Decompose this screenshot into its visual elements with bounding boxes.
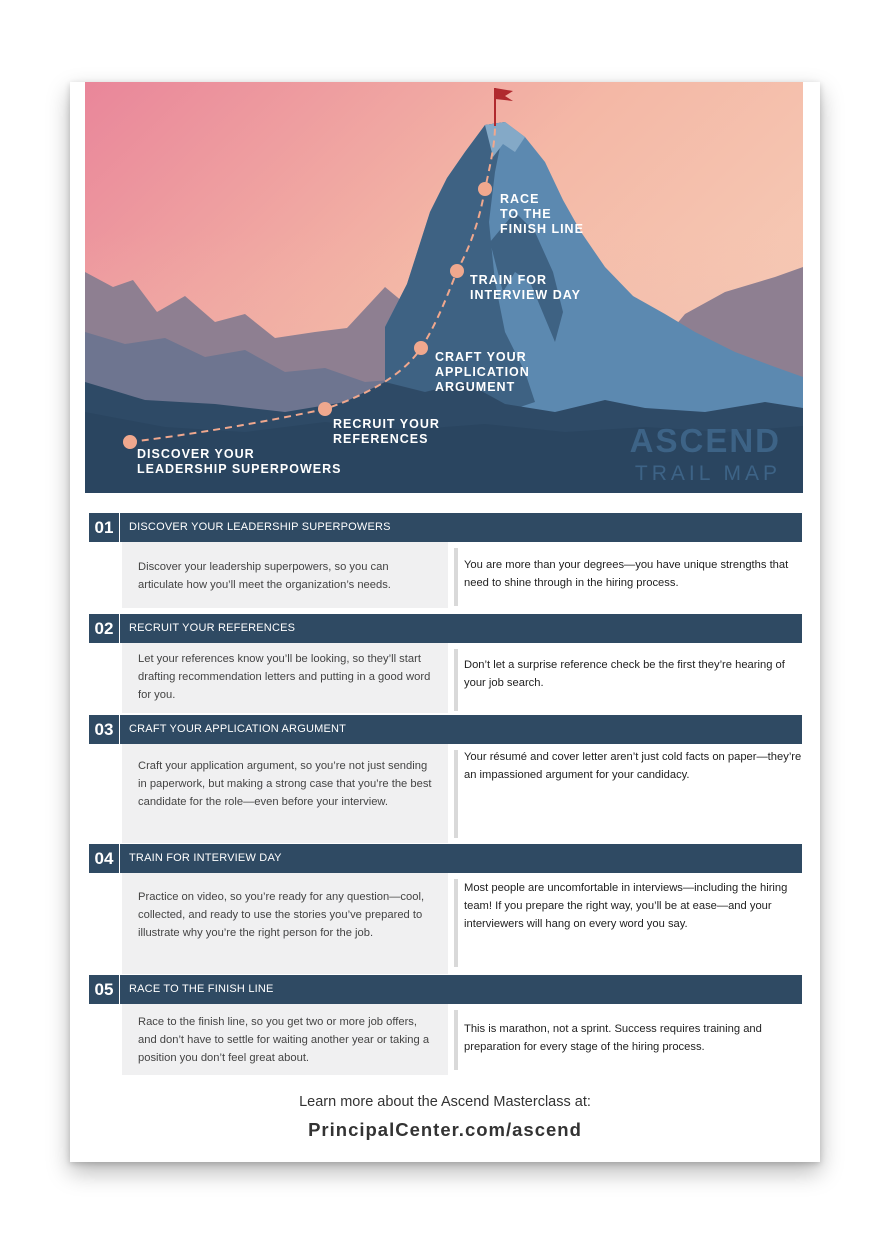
step-body-box: [122, 643, 448, 713]
step-quote: Don’t let a surprise reference check be the first they’re hearing of your job search.: [464, 659, 785, 689]
footer-text: Learn more about the Ascend Masterclass at:: [299, 1094, 591, 1110]
step-number: 04: [89, 844, 120, 873]
step-body-box: [122, 873, 448, 974]
step-quote: Your résumé and cover letter aren’t just cold facts on paper—they’re an impassioned argument for your candidacy.: [464, 751, 802, 781]
milestone-dot-1: [123, 435, 137, 449]
step-number: 02: [89, 614, 120, 643]
step-quote: This is marathon, not a sprint. Success requires training and preparation for every stage of the hiring process.: [464, 1023, 762, 1053]
step-body: Discover your leadership superpowers, so you can articulate how you’ll meet the organization’s needs.: [138, 561, 391, 591]
step-section-2: [89, 614, 802, 714]
step-header: [89, 975, 802, 1004]
step-body: Let your references know you’ll be looking, so they’ll start drafting recommendation letters and putting in a good word for you.: [138, 653, 431, 701]
milestone-1-line2: LEADERSHIP SUPERPOWERS: [137, 462, 342, 476]
divider: [454, 879, 458, 967]
milestone-2-line2: REFERENCES: [333, 432, 429, 446]
step-header: [89, 715, 802, 744]
milestone-3-line1: CRAFT YOUR: [435, 350, 527, 364]
step-number: 01: [89, 513, 120, 542]
step-body: Craft your application argument, so you’re not just sending in paperwork, but making a strong case that you’re the best candidate for the role—even before your interview.: [138, 760, 432, 808]
step-quote: You are more than your degrees—you have unique strengths that need to shine through in the hiring process.: [464, 559, 789, 589]
step-section-5: [89, 975, 802, 1075]
hero-illustration: [85, 82, 803, 493]
milestone-5-line2: TO THE: [500, 207, 552, 221]
divider: [454, 649, 458, 711]
mountain-illustration: [85, 82, 803, 493]
step-body-box: [122, 542, 448, 608]
milestone-dot-5: [478, 182, 492, 196]
divider: [454, 1010, 458, 1070]
milestone-1-line1: DISCOVER YOUR: [137, 447, 255, 461]
milestone-4-line2: INTERVIEW DAY: [470, 288, 581, 302]
divider: [454, 750, 458, 838]
milestone-4-line1: TRAIN FOR: [470, 273, 548, 287]
step-body-box: [122, 1004, 448, 1075]
step-body-box: [122, 744, 448, 843]
milestone-5-line3: FINISH LINE: [500, 222, 584, 236]
milestone-3-line3: ARGUMENT: [435, 380, 516, 394]
step-number: 03: [89, 715, 120, 744]
milestone-dot-3: [414, 341, 428, 355]
milestone-2-line1: RECRUIT YOUR: [333, 417, 440, 431]
milestone-5-line1: RACE: [500, 192, 540, 206]
step-title: RACE TO THE FINISH LINE: [129, 983, 274, 995]
step-section-4: [89, 844, 802, 974]
step-title: CRAFT YOUR APPLICATION ARGUMENT: [129, 723, 347, 735]
divider: [454, 548, 458, 606]
step-title: RECRUIT YOUR REFERENCES: [129, 622, 296, 634]
step-title: TRAIN FOR INTERVIEW DAY: [129, 852, 282, 864]
step-section-1: [89, 513, 802, 608]
step-body: Race to the finish line, so you get two or more job offers, and don’t have to settle for waiting another year or taking a position you don’t feel great about.: [138, 1016, 430, 1064]
step-number: 05: [89, 975, 120, 1004]
hero-subtitle: TRAIL MAP: [634, 462, 781, 485]
step-body: Practice on video, so you’re ready for any question—cool, collected, and ready to use the stories you’ve prepared to illustrate why you’re the right person for the job.: [138, 891, 425, 939]
step-quote: Most people are uncomfortable in interviews—including the hiring team! If you prepare the right way, you’ll be at ease—and your interviewers will hang on every word you say.: [464, 882, 788, 930]
footer-link[interactable]: PrincipalCenter.com/ascend: [308, 1119, 582, 1140]
step-title: DISCOVER YOUR LEADERSHIP SUPERPOWERS: [129, 521, 391, 533]
step-header: [89, 844, 802, 873]
step-header: [89, 614, 802, 643]
milestone-3-line2: APPLICATION: [435, 365, 530, 379]
milestone-dot-4: [450, 264, 464, 278]
step-header: [89, 513, 802, 542]
hero-title: ASCEND: [629, 422, 781, 459]
milestone-dot-2: [318, 402, 332, 416]
step-section-3: [89, 715, 802, 843]
trail-map-sheet: [70, 82, 820, 1162]
